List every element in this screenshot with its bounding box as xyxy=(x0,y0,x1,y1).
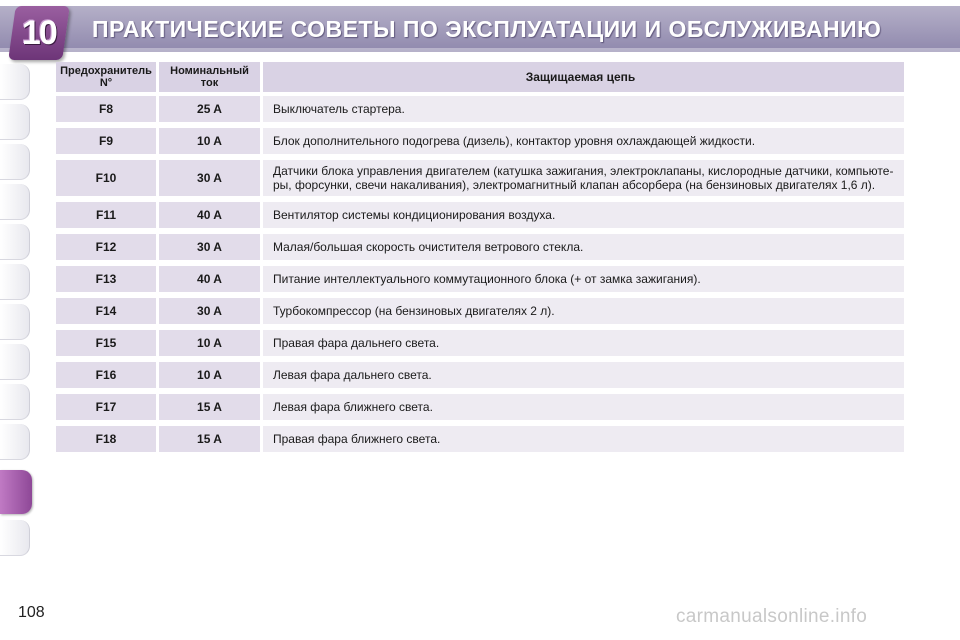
table-row xyxy=(56,426,904,452)
fuse-number: F18 xyxy=(56,426,156,452)
header-fuse-label: Предохранитель xyxy=(60,65,152,77)
chapter-tab[interactable] xyxy=(0,64,30,100)
rated-current: 30 A xyxy=(159,298,260,324)
rated-current: 30 A xyxy=(159,160,260,196)
table-row xyxy=(56,128,904,154)
protected-circuit-line: Датчики блока управления двигателем (катушка зажигания, электроклапаны, кислородные датчики, компьюте- xyxy=(273,164,894,178)
table-row xyxy=(56,330,904,356)
watermark: carmanualsonline.info xyxy=(676,606,868,627)
table-row xyxy=(56,394,904,420)
header-fuse-symbol: N° xyxy=(99,77,113,89)
header-current-label: Номинальный xyxy=(170,65,249,77)
chapter-tab[interactable] xyxy=(0,304,30,340)
header-protected-circuit: Защищаемая цепь xyxy=(263,62,904,92)
table-row xyxy=(56,160,904,196)
rated-current: 40 A xyxy=(159,266,260,292)
chapter-tab[interactable] xyxy=(0,384,30,420)
chapter-tab[interactable] xyxy=(0,520,30,556)
chapter-tab[interactable] xyxy=(0,224,30,260)
protected-circuit: Левая фара ближнего света. xyxy=(263,394,904,420)
protected-circuit-line: ры, форсунки, свечи накаливания), электромагнитный клапан абсорбера (на бензиновых двигателях 1,6 л). xyxy=(273,178,876,192)
table-row xyxy=(56,266,904,292)
chapter-badge xyxy=(8,6,70,60)
protected-circuit: Вентилятор системы кондиционирования воздуха. xyxy=(263,202,904,228)
header-fuse-number xyxy=(56,62,156,92)
protected-circuit: Левая фара дальнего света. xyxy=(263,362,904,388)
rated-current: 10 A xyxy=(159,362,260,388)
chapter-tabs xyxy=(0,64,32,574)
fuse-number: F17 xyxy=(56,394,156,420)
fuse-number: F16 xyxy=(56,362,156,388)
fuse-number: F15 xyxy=(56,330,156,356)
fuse-number: F10 xyxy=(56,160,156,196)
rated-current: 40 A xyxy=(159,202,260,228)
fuse-table xyxy=(56,62,904,458)
rated-current: 10 A xyxy=(159,128,260,154)
page-number: 108 xyxy=(18,604,45,621)
protected-circuit xyxy=(263,160,904,196)
chapter-tab[interactable] xyxy=(0,184,30,220)
table-row xyxy=(56,234,904,260)
fuse-number: F9 xyxy=(56,128,156,154)
table-row xyxy=(56,96,904,122)
fuse-number: F12 xyxy=(56,234,156,260)
protected-circuit: Питание интеллектуального коммутационного блока (+ от замка зажигания). xyxy=(263,266,904,292)
chapter-tab-active[interactable] xyxy=(0,470,32,514)
protected-circuit: Блок дополнительного подогрева (дизель), контактор уровня охлаждающей жидкости. xyxy=(263,128,904,154)
rated-current: 10 A xyxy=(159,330,260,356)
rated-current: 30 A xyxy=(159,234,260,260)
chapter-tab[interactable] xyxy=(0,344,30,380)
fuse-number: F13 xyxy=(56,266,156,292)
chapter-tab[interactable] xyxy=(0,264,30,300)
table-header-row xyxy=(56,62,904,92)
fuse-number: F8 xyxy=(56,96,156,122)
chapter-tab[interactable] xyxy=(0,144,30,180)
protected-circuit: Турбокомпрессор (на бензиновых двигателях 2 л). xyxy=(263,298,904,324)
chapter-tab[interactable] xyxy=(0,104,30,140)
chapter-tab[interactable] xyxy=(0,424,30,460)
protected-circuit: Правая фара дальнего света. xyxy=(263,330,904,356)
chapter-number: 10 xyxy=(22,13,56,52)
fuse-number: F11 xyxy=(56,202,156,228)
protected-circuit: Малая/большая скорость очистителя ветрового стекла. xyxy=(263,234,904,260)
table-row xyxy=(56,202,904,228)
table-row xyxy=(56,362,904,388)
page-title: ПРАКТИЧЕСКИЕ СОВЕТЫ ПО ЭКСПЛУАТАЦИИ И ОБСЛУЖИВАНИЮ xyxy=(92,16,882,42)
protected-circuit: Выключатель стартера. xyxy=(263,96,904,122)
rated-current: 15 A xyxy=(159,426,260,452)
rated-current: 15 A xyxy=(159,394,260,420)
protected-circuit: Правая фара ближнего света. xyxy=(263,426,904,452)
header-rated-current xyxy=(159,62,260,92)
table-row xyxy=(56,298,904,324)
fuse-number: F14 xyxy=(56,298,156,324)
rated-current: 25 A xyxy=(159,96,260,122)
header-current-label-2: ток xyxy=(200,77,219,89)
